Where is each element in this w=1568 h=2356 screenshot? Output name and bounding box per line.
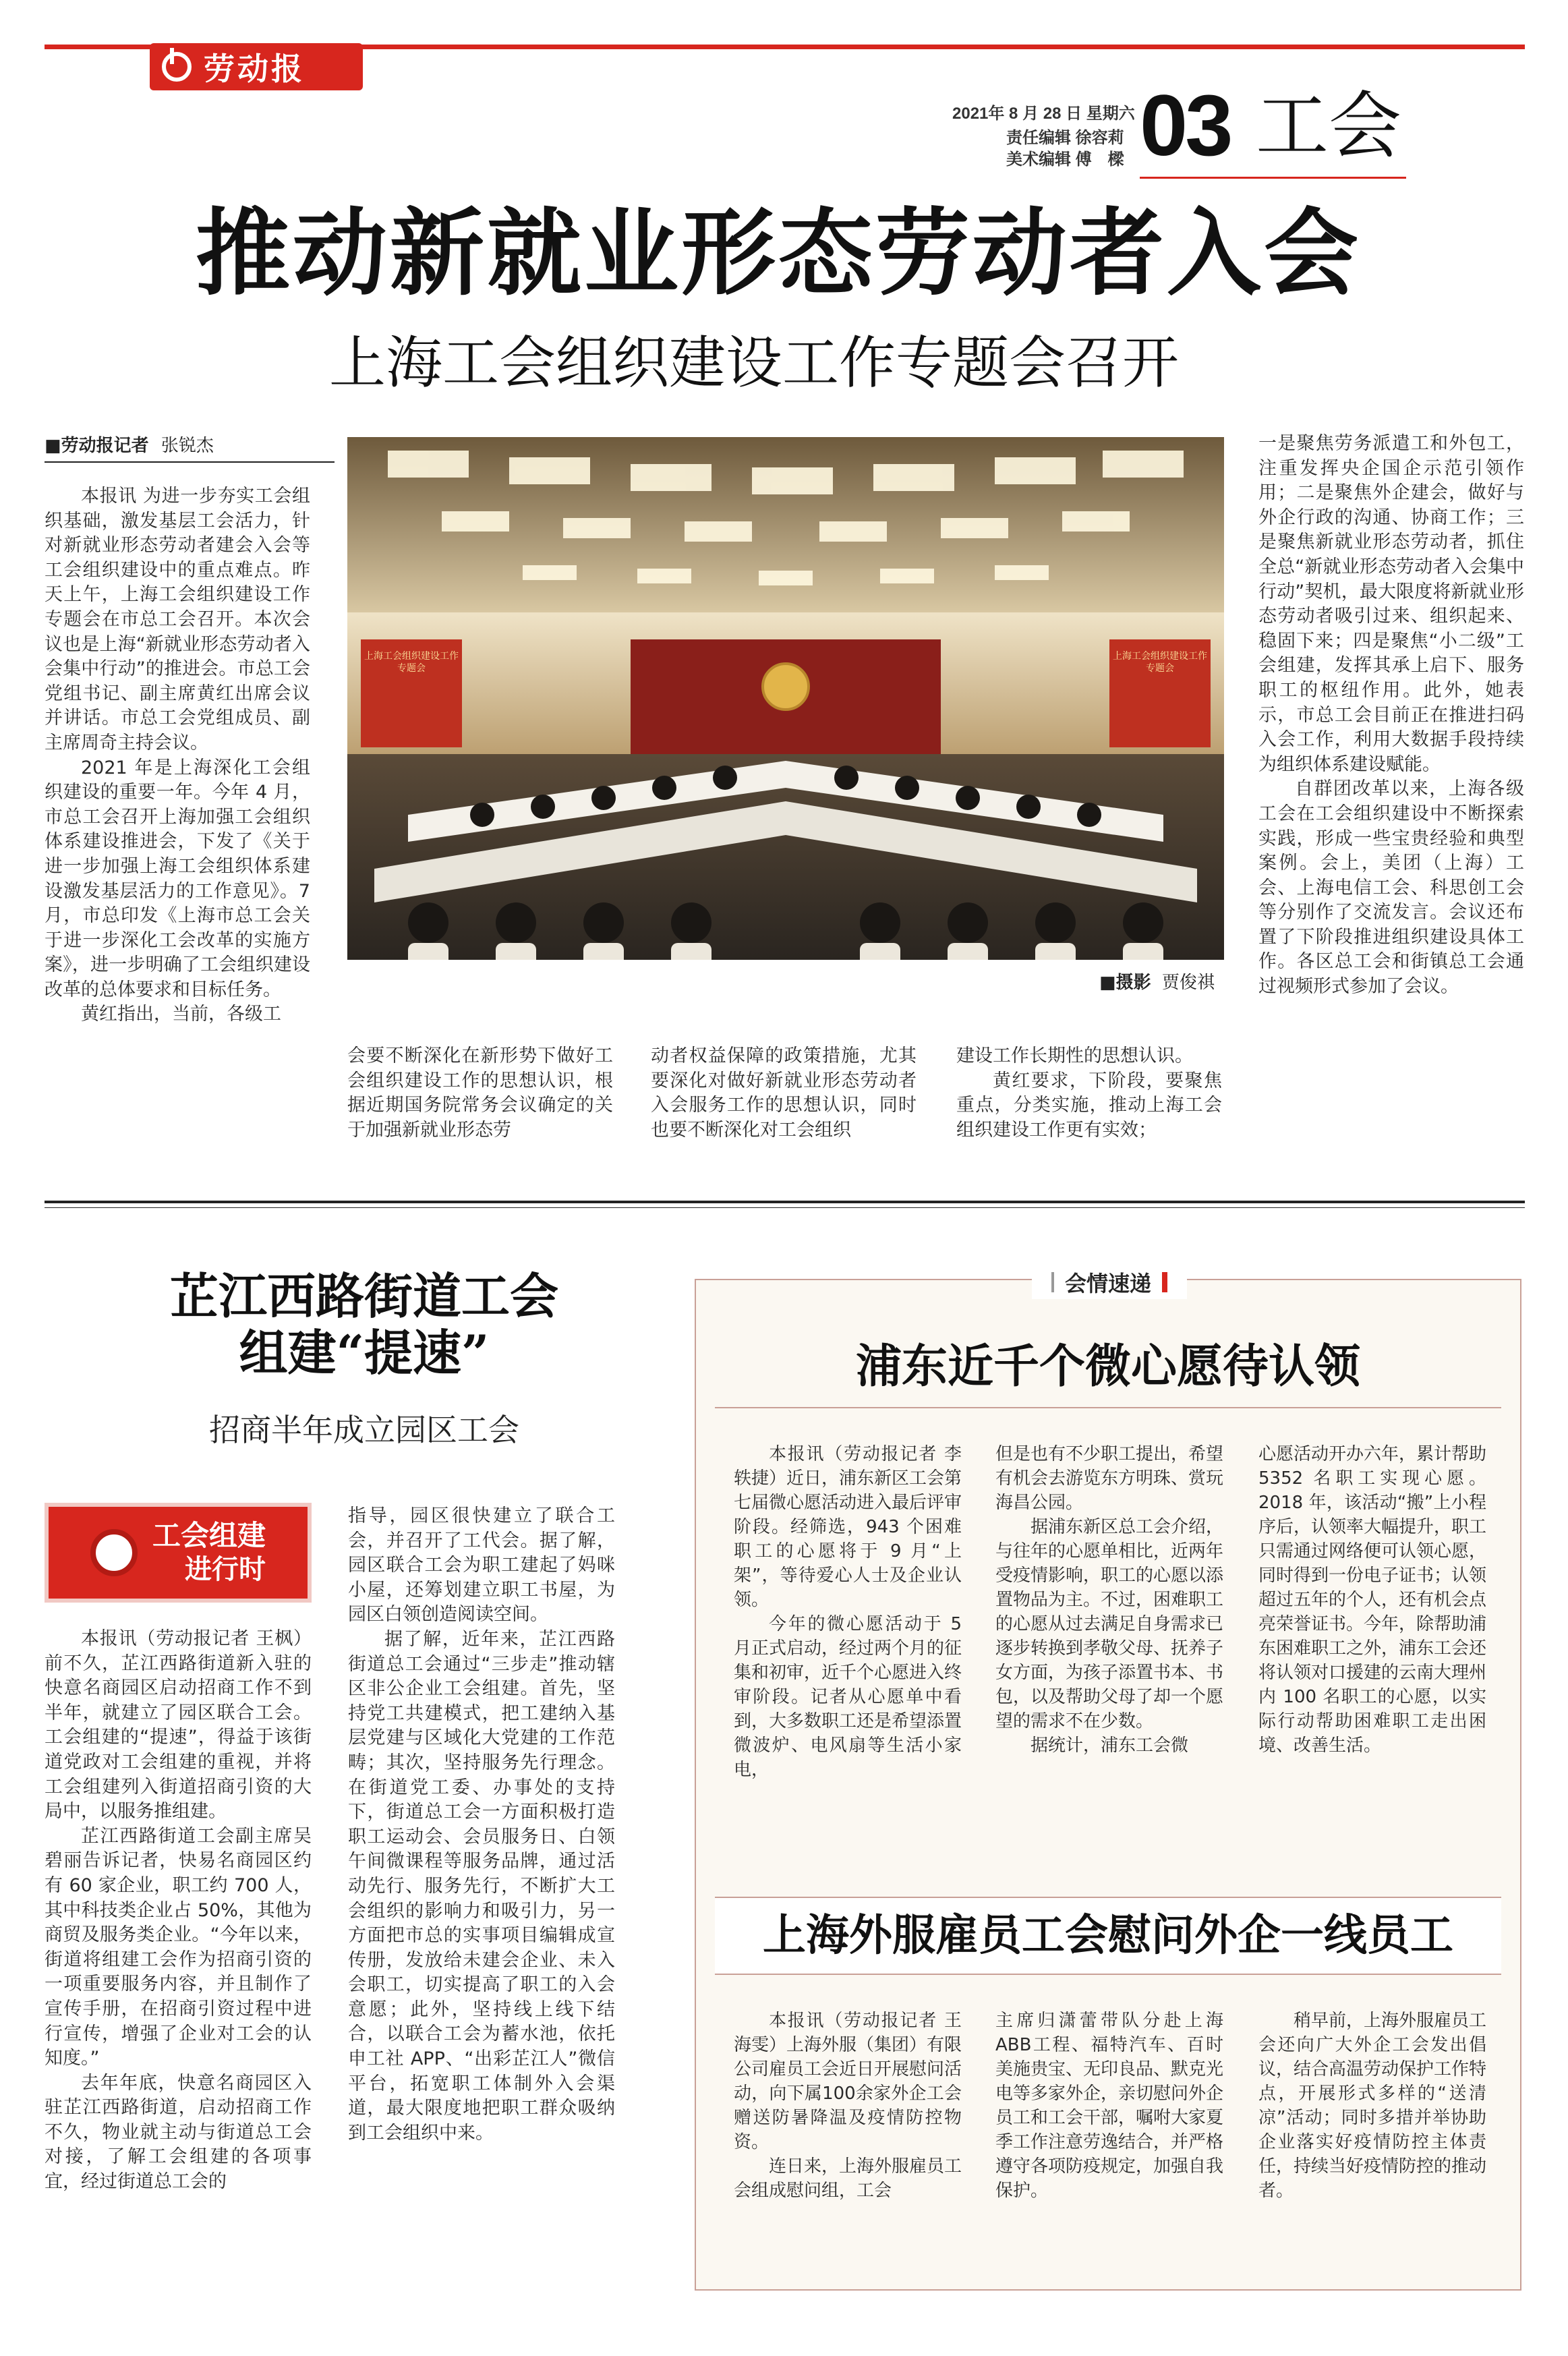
paragraph: 芷江西路街道工会副主席吴碧丽告诉记者，快易名商园区约有 60 家企业，职工约 700 人，其中科技类企业占 50%，其他为商贸及服务类企业。“今年以来，街道将组建工会作为招商引资的一项重要服务内容，并且制作了宣传手册，在招商引资过程中进行宣传，增强了企业对工会的认知度。” [45, 1825, 312, 2069]
paragraph: 自群团改革以来，上海各级工会在工会组织建设中不断探索实践，形成一些宝贵经验和典型案例。会上，美团（上海）工会、上海电信工会、科思创工会等分别作了交流发言。会议还布置了下阶段推进组织建设具体工作。各区总工会和街镇总工会通过视频形式参加了会议。 [1258, 778, 1524, 998]
sidebar-a-column-2 [995, 1442, 1223, 1860]
paragraph: 但是也有不少职工提出，希望有机会去游览东方明珠、赏玩海昌公园。 [995, 1444, 1223, 1513]
photo-credit-label: ■摄影 [1099, 973, 1151, 993]
news-brief-label: 会情速递 [1064, 1271, 1151, 1296]
paragraph: 2021 年是上海深化工会组织建设的重要一年。今年 4 月，市总工会召开上海加强工会组织体系建设推进会，下发了《关于进一步加强上海工会组织体系建设激发基层活力的工作意见》。7 月，市总印发《上海市总工会关于进一步深化工会改革的实施方案》，进一步明确了工会组织建设改革的总体要求和目标任务。 [45, 757, 310, 1000]
article1-column-2 [347, 1044, 613, 1152]
byline-name: 张锐杰 [161, 436, 214, 456]
section-name: 工会 [1256, 84, 1402, 169]
sidebar-b-headline: 上海外服雇员工会慰问外企一线员工 [763, 1910, 1453, 1961]
photo-banner-left: 上海工会组织建设工作专题会 [364, 651, 459, 674]
paragraph: 动者权益保障的政策措施，尤其要深化对做好新就业形态劳动者入会服务工作的思想认识，同时也要不断深化对工会组织 [651, 1045, 917, 1141]
masthead-red-bar [1140, 177, 1406, 179]
paragraph: 心愿活动开办六年，累计帮助 5352 名职工实现心愿。2018 年，该活动“搬”上小程序后，认领率大幅提升，职工只需通过网络便可认领心愿，同时得到一份电子证书；认领超过五年的个人，还有机会点亮荣誉证书。今年，除帮助浦东困难职工之外，浦东工会还将认领对口援建的云南大理州内 100 名职工的心愿，以实际行动帮助困难职工走出困境、改善生活。 [1258, 1444, 1486, 1756]
newspaper-logo [150, 43, 363, 90]
article2-subhead: 招商半年成立园区工会 [209, 1412, 519, 1448]
sidebar-b-column-3 [1258, 2009, 1486, 2278]
paragraph: 本报讯（劳动报记者 李轶捷）近日，浦东新区工会第七届微心愿活动进入最后评审阶段。经筛选，943 个困难职工的心愿将于 9 月“上架”，等待爱心人士及企业认领。 [734, 1444, 962, 1610]
sidebar-a-column-3 [1258, 1442, 1486, 1860]
paragraph: 据了解，近年来，芷江西路街道总工会通过“三步走”推动辖区非公企业工会组建。首先，坚持党工共建模式，把工建纳入基层党建与区域化大党建的工作范畴；其次，坚持服务先行理念。在街道党工委、办事处的支持下，街道总工会一方面积极打造职工运动会、会员服务日、白领午间微课程等服务品牌，通过活动先行、服务先行，不断扩大工会组织的影响力和吸引力，另一方面把市总的实事项目编辑成宣传册，发放给未建会企业、未入会职工，切实提高了职工的入会意愿；此外，坚持线上线下结合，以联合工会为蓄水池，依托申工社 APP、“出彩芷江人”微信平台，拓宽职工体制外入会渠道，最大限度地把职工群众吸纳到工会组织中来。 [348, 1628, 615, 2144]
news-brief-label-wrap [1032, 1265, 1187, 1299]
paragraph: 据浦东新区总工会介绍，与往年的心愿单相比，近两年受疫情影响，职工的心愿以添置物品为主。不过，困难职工的心愿从过去满足自身需求已逐步转换到孝敬父母、抚养子女方面，为孩子添置书本、书包，以及帮助父母了却一个愿望的需求不在少数。 [995, 1517, 1223, 1731]
union-emblem-icon [90, 1529, 138, 1576]
article1-column-1 [45, 484, 310, 1159]
sidebar-b-column-1 [734, 2009, 962, 2278]
paragraph: 据统计，浦东工会微 [1030, 1735, 1189, 1756]
badge-line-2: 进行时 [185, 1554, 266, 1585]
badge-line-1: 工会组建 [152, 1519, 266, 1552]
paragraph: 本报讯 为进一步夯实工会组织基础，激发基层工会活力，针对新就业形态劳动者建会入会等工会组织建设中的重点难点。昨天上午，上海工会组织建设工作专题会在市总工会召开。本次会议也是上海“新就业形态劳动者入会集中行动”的推进会。市总工会党组书记、副主席黄红出席会议并讲话。市总工会党组成员、副主席周奇主持会议。 [45, 486, 310, 753]
editor-line-2: 美术编辑 傅 樑 [1006, 150, 1124, 169]
page-number: 03 [1140, 78, 1231, 174]
article2-column-1 [45, 1627, 312, 2308]
article2-headline-1: 芷江西路街道工会 [169, 1267, 558, 1325]
section-divider-thin [45, 1207, 1525, 1208]
logo-text: 劳动报 [204, 51, 305, 87]
article2-headline-2: 组建“提速” [239, 1324, 490, 1381]
main-subhead: 上海工会组织建设工作专题会召开 [329, 330, 1180, 396]
editor-line-1: 责任编辑 徐容莉 [1006, 129, 1124, 147]
label-bar-right [1162, 1272, 1167, 1292]
logo-icon [162, 52, 192, 82]
section-divider [45, 1201, 1525, 1203]
paragraph: 会要不断深化在新形势下做好工会组织建设工作的思想认识，根据近期国务院常务会议确定的关于加强新就业形态劳 [347, 1045, 613, 1141]
sidebar-a-column-1 [734, 1442, 962, 1860]
paragraph: 今年的微心愿活动于 5 月正式启动，经过两个月的征集和初审，近千个心愿进入终审阶段。记者从心愿单中看到，大多数职工还是希望添置微波炉、电风扇等生活小家电， [734, 1614, 962, 1780]
meeting-photo [347, 437, 1224, 960]
paragraph: 去年年底，快意名商园区入驻芷江西路街道，启动招商工作不久，物业就主动与街道总工会对接，了解工会组建的各项事宜，经过街道总工会的 [45, 2072, 312, 2193]
photo-banner-right: 上海工会组织建设工作专题会 [1113, 651, 1207, 674]
byline [45, 432, 335, 457]
paragraph: 一是聚焦劳务派遣工和外包工，注重发挥央企国企示范引领作用；二是聚焦外企建会，做好与外企行政的沟通、协商工作；三是聚焦新就业形态劳动者，抓住全总“新就业形态劳动者入会集中行动”契机，最大限度将新就业形态劳动者吸引过来、组织起来、稳固下来；四是聚焦“小二级”工会组建，发挥其承上启下、服务职工的枢纽作用。此外，她表示，市总工会目前正在推进扫码入会工作，利用大数据手段持续为组织体系建设赋能。 [1258, 433, 1524, 775]
sidebar-a-rule [715, 1407, 1501, 1408]
article1-column-3 [651, 1044, 917, 1152]
sidebar-b-column-2 [995, 2009, 1223, 2278]
article1-column-5 [1258, 432, 1524, 1157]
photo-credit [1099, 969, 1234, 994]
paragraph: 连日来，上海外服雇员工会组成慰问组，工会 [734, 2156, 962, 2201]
paragraph: 主席归潇蕾带队分赴上海ABB工程、福特汽车、百时美施贵宝、无印良品、默克光电等多家外企，亲切慰问外企员工和工会干部，嘱咐大家夏季工作注意劳逸结合，并严格遵守各项防疫规定，加强自我保护。 [995, 2011, 1223, 2201]
paragraph: 稍早前，上海外服雇员工会还向广大外企工会发出倡议，结合高温劳动保护工作特点，开展形式多样的“送清凉”活动；同时多措并举协助企业落实好疫情防控主体责任，持续当好疫情防控的推动者。 [1258, 2011, 1486, 2201]
badge-gonghui-zujian [45, 1503, 312, 1603]
paragraph: 本报讯（劳动报记者 王枫）前不久，芷江西路街道新入驻的快意名商园区启动招商工作不到半年，就建立了园区联合工会。工会组建的“提速”，得益于该街道党政对工会组建的重视，并将工会组建列入街道招商引资的大局中，以服务推组建。 [45, 1628, 312, 1822]
paragraph: 指导，园区很快建立了联合工会，并召开了工代会。据了解，园区联合工会为职工建起了妈咪小屋，还筹划建立职工书屋，为园区白领创造阅读空间。 [348, 1505, 615, 1626]
article2-column-2 [348, 1504, 615, 2308]
paragraph: 黄红要求，下阶段，要聚焦重点，分类实施，推动上海工会组织建设工作更有实效； [956, 1070, 1222, 1141]
paragraph: 建设工作长期性的思想认识。 [956, 1045, 1193, 1066]
issue-date: 2021年 8 月 28 日 星期六 [952, 105, 1135, 123]
photo-credit-name: 贾俊祺 [1161, 973, 1215, 993]
byline-underline [45, 461, 335, 463]
paragraph: 本报讯（劳动报记者 王海雯）上海外服（集团）有限公司雇员工会近日开展慰问活动，向下属100余家外企工会赠送防暑降温及疫情防控物资。 [734, 2011, 962, 2152]
label-bar-left [1051, 1272, 1054, 1292]
byline-label: ■劳动报记者 [45, 436, 149, 456]
paragraph: 黄红指出，当前，各级工 [81, 1004, 281, 1025]
main-headline: 推动新就业形态劳动者入会 [196, 198, 1362, 309]
sidebar-a-headline: 浦东近千个微心愿待认领 [855, 1340, 1360, 1394]
article1-column-4 [956, 1044, 1222, 1152]
meeting-room-illustration [347, 437, 1224, 960]
